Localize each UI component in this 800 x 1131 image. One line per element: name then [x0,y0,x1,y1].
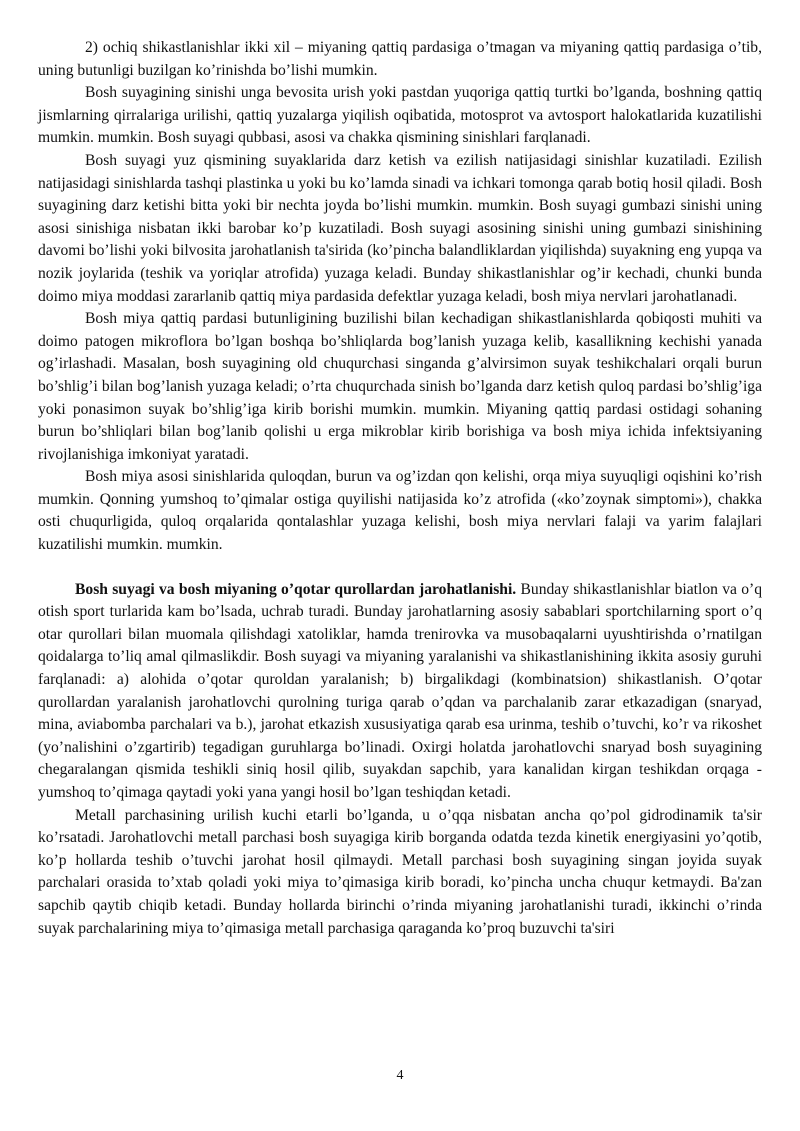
section-paragraph [38,579,762,805]
document-page [38,37,762,940]
paragraph: Bosh miya qattiq pardasi butunligining buzilishi bilan kechadigan shikastlanishlarda qobiqosti muhiti va doimo patogen mikroflora bo’lgan boshqa bo’shliqlarda bog’lanish yuzaga kelib, kasallikning kechishi yanada og’irlashadi. Masalan, bosh suyagining old chuqurchasi singanda g’alvirsimon suyak teshikchalari orqali burun bo’shlig’i bilan bog’lanish yuzaga keladi; o’rta chuqurchada sinish bo’lganda darz ketish quloq pardasi bo’shlig’iga yoki ponasimon suyak bo’shlig’iga kirib borishi mumkin. mumkin. Miyaning qattiq pardasi ostidagi sohaning burun bo’shliqlari bilan bog’lanib qolishi u erga mikroblar kirib borishiga va bosh miya ichida infektsiyaning rivojlanishiga imkoniyat yaratadi. [38,310,762,463]
page-number: 4 [396,1068,404,1083]
paragraph: 2) ochiq shikastlanishlar ikki xil – miyaning qattiq pardasiga o’tmagan va miyaning qattiq pardasiga o’tib, uning butunligi buzilgan ko’rinishda bo’lishi mumkin. [38,39,762,79]
paragraph: Bosh suyagi yuz qismining suyaklarida darz ketish va ezilish natijasidagi sinishlar kuzatiladi. Ezilish natijasidagi sinishlarda tashqi plastinka u yoki bu ko’lamda sinadi va ichkari tomonga qarab botiq hosil qiladi. Bosh suyagining darz ketishi bitta yoki bir nechta joyda bo’lishi mumkin. mumkin. Bosh suyagi gumbazi sinishi uning asosi sinishiga nisbatan ikki barobar ko’p kuzatiladi. Bosh suyagi asosining sinishi uning gumbazi sinishining davomi bo’lishi yoki bilvosita jarohatlanish ta'sirida (ko’pincha balandliklardan yiqilishda) suyakning eng yupqa va nozik joylarida (teshik va yoriqlar atrofida) yuzaga keladi. Bunday shikastlanishlar og’ir kechadi, chunki bunda doimo miya moddasi zararlanib qattiq miya pardasida defektlar yuzaga keladi, bosh miya nervlari jarohatlanadi. [38,151,762,305]
paragraph: Bosh miya asosi sinishlarida quloqdan, burun va og’izdan qon kelishi, orqa miya suyuqligi oqishini ko’rish mumkin. Qonning yumshoq to’qimalar ostiga quyilishi natijasida ko’z atrofida («ko’zoynak simptomi»), chakka osti chuqurligida, quloq orqalarida qontalashlar yuzaga kelishi, bosh miya nervlari falaji va yarim falajlari kuzatilishi mumkin. mumkin. [38,468,762,554]
section-heading: Bosh suyagi va bosh miyaning o’qotar qurollardan jarohatlanishi. [75,580,517,598]
section-text: Bunday shikastlanishlar biatlon va o’q otish sport turlarida kam bo’lsada, uchrab turadi. Bunday jarohatlarning asosiy sabablari sportchilarning sport o’q otar qurollari bilan muomala qilishdagi xatoliklar, hamda trenirovka va musobaqalarni uyushtirishda o’rnatilgan qoidalarga to’liq amal qilmaslikdir. Bosh suyagi va miyaning yaralanishi va shikastlanishining ikkita asosiy guruhi farqlanadi: a) alohida o’qotar quroldan yaralanish; b) birgalikdagi (kombinatsion) shikastlanish. O’qotar qurollardan yaralanish jarohatlovchi qurolning turiga qarab o’qdan va parchalanib zarar etkazadigan (snaryad, mina, aviabomba parchalari va b.), jarohat etkazish xususiyatiga qarab esa urinma, teshib o’tuvchi, ko’r va rikoshet (yo’nalishini o’zgartirib) tegadigan guruhlarga bo’linadi. Oxirgi holatda jarohatlovchi snaryad bosh suyagining chegaralangan qismida teshikli siniq hosil qilib, suyakdan sapchib, yara kanalidan kirgan teshikdan orqaga - yumshoq to’qimaga qaytadi yoki yana yangi hosil bo’lgan teshiqdan ketadi. [38,580,762,801]
paragraph: Bosh suyagining sinishi unga bevosita urish yoki pastdan yuqoriga qattiq turtki bo’lganda, boshning qattiq jismlarning qirralariga urilishi, qattiq yuzalarga yiqilish oqibatida, motosprot va avtosport halokatlarida kuzatilishi mumkin. mumkin. Bosh suyagi qubbasi, asosi va chakka qismining sinishlari farqlanadi. [38,84,762,147]
paragraph: Metall parchasining urilish kuchi etarli bo’lganda, u o’qqa nisbatan ancha qo’pol gidrodinamik ta'sir ko’rsatadi. Jarohatlovchi metall parchasi bosh suyagiga kirib borganda odatda tezda kinetik energiyasini yo’qotib, ko’p hollarda teshib o’tuvchi jarohat hosil qilmaydi. Metall parchasi bosh suyagining singan joyida suyak parchalari orasida to’xtab qoladi yoki miya to’qimasiga kirib boradi, ko’pincha uncha chuqur ketmaydi. Ba'zan sapchib qaytib chiqib ketadi. Bunday hollarda birinchi o’rinda miyaning jarohatlanishi turadi, ikkinchi o’rinda suyak parchalarining miya to’qimasiga metall parchasiga qaraganda ko’proq buzuvchi ta'siri [38,806,762,937]
